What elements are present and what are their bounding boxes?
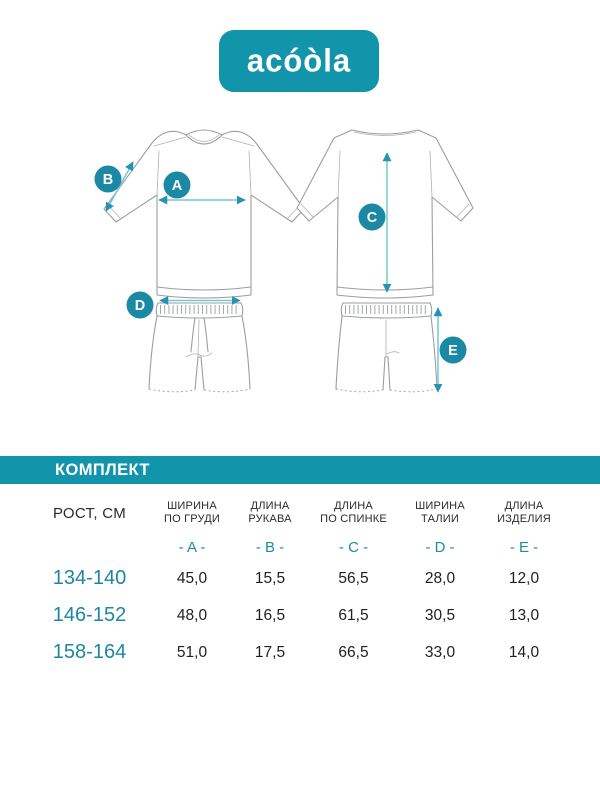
column-header-b [235, 492, 305, 534]
section-header-bar [0, 456, 600, 484]
column-header-a [149, 492, 235, 534]
table-cell: 28,0 [424, 569, 456, 587]
column-header-d-line1: ШИРИНА [415, 500, 465, 512]
measure-label-b [95, 166, 122, 193]
section-title: КОМПЛЕКТ [55, 460, 150, 479]
table-cell: 48,0 [176, 606, 208, 624]
column-header-c-line1: ДЛИНА [334, 500, 373, 512]
measure-label-c [359, 204, 386, 231]
front-shorts-drawing [149, 303, 250, 392]
column-letter-a: - A - [178, 538, 206, 556]
front-tshirt-drawing [104, 130, 304, 298]
table-cell: 17,5 [254, 643, 286, 661]
table-cell: 61,5 [338, 606, 369, 624]
column-header-b-line2: РУКАВА [248, 513, 292, 525]
column-header-e [478, 492, 570, 534]
column-header-b-line1: ДЛИНА [250, 500, 290, 512]
column-header-e-line1: ДЛИНА [504, 500, 544, 512]
size-row-label: 146-152 [52, 604, 127, 626]
table-cell: 13,0 [508, 606, 540, 624]
table-cell: 16,5 [254, 606, 286, 624]
column-header-d [402, 492, 478, 534]
back-shorts-drawing [336, 303, 437, 392]
measure-label-d [127, 292, 154, 319]
table-cell: 30,5 [424, 606, 456, 624]
column-letter-c: - C - [338, 538, 369, 556]
table-cell: 45,0 [176, 569, 208, 587]
garment-measurement-diagram [0, 105, 600, 435]
size-row-label: 134-140 [52, 567, 127, 589]
table-cell: 56,5 [338, 569, 369, 587]
measure-letter-e: E [448, 343, 458, 359]
brand-logo-text: acóòla [246, 42, 352, 79]
column-letter-e: - E - [509, 538, 539, 556]
measure-letter-a: A [171, 178, 183, 194]
table-cell: 51,0 [176, 643, 208, 661]
table-cell: 14,0 [508, 643, 540, 661]
table-cell: 33,0 [424, 643, 456, 661]
letter-row-spacer [30, 534, 149, 560]
column-letter-b: - B - [255, 538, 285, 556]
column-header-e-line2: ИЗДЕЛИЯ [497, 513, 551, 525]
table-cell: 66,5 [338, 643, 369, 661]
column-header-c [305, 492, 402, 534]
column-header-a-line1: ШИРИНА [167, 500, 217, 512]
measure-letter-c: C [366, 210, 378, 226]
measure-label-e [440, 337, 467, 364]
column-header-d-line2: ТАЛИИ [421, 513, 459, 525]
measure-letter-b: B [102, 172, 114, 188]
size-table [30, 492, 570, 671]
size-row-label: 158-164 [52, 641, 127, 663]
column-header-rost: РОСТ, СМ [52, 504, 127, 522]
table-cell: 12,0 [508, 569, 540, 587]
column-header-c-line2: ПО СПИНКЕ [320, 513, 387, 525]
measure-letter-d: D [134, 298, 146, 314]
column-letter-d: - D - [425, 538, 455, 556]
measure-label-a [164, 172, 191, 199]
column-header-a-line2: ПО ГРУДИ [163, 513, 221, 525]
brand-logo [219, 30, 379, 92]
table-cell: 15,5 [254, 569, 286, 587]
